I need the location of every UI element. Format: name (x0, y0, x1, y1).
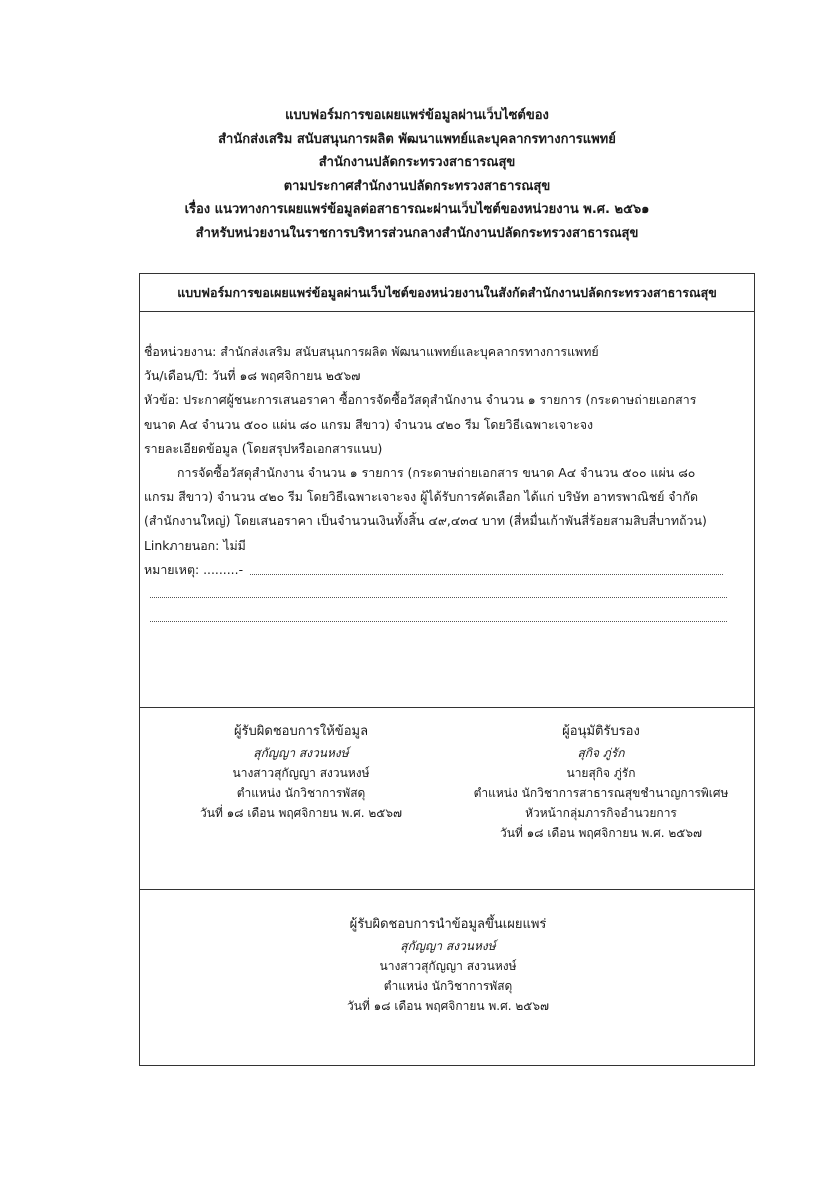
publisher-position: ตำแหน่ง นักวิชาการพัสดุ (383, 979, 513, 993)
provider-position: ตำแหน่ง นักวิชาการพัสดุ (236, 786, 366, 800)
details-line: (สำนักงานใหญ่) โดยเสนอราคา เป็นจำนวนเงินทั้งสิ้น ๔๙,๔๓๔ บาท (สี่หมื่นเก้าพันสี่ร้อยสามสิบสี่บาทถ้วน) (144, 513, 707, 529)
approver-name: นายสุกิจ ภู่รัก (566, 766, 636, 780)
agency-line: ชื่อหน่วยงาน: สำนักส่งเสริม สนับสนุนการผลิต พัฒนาแพทย์และบุคลากรทางการแพทย์ (144, 344, 599, 359)
remark-dotted-line (250, 574, 723, 575)
divider (140, 311, 754, 312)
details-line: แกรม สีขาว) จำนวน ๔๒๐ รีม โดยวิธีเฉพาะเจาะจง ผู้ได้รับการคัดเลือก ได้แก่ บริษัท อาทรพาณิชย์ จำกัด (144, 489, 699, 505)
publisher-title: ผู้รับผิดชอบการนำข้อมูลขึ้นเผยแพร่ (349, 917, 547, 932)
provider-date: วันที่ ๑๘ เดือน พฤศจิกายน พ.ศ. ๒๕๖๗ (200, 806, 402, 820)
publisher-name: นางสาวสุกัญญา สงวนหงษ์ (379, 959, 517, 973)
approver-signature: สุกิจ ภู่รัก (577, 746, 625, 760)
provider-signature-block (176, 721, 426, 823)
details-label: รายละเอียดข้อมูล (โดยสรุปหรือเอกสารแนบ) (144, 440, 383, 456)
form-title: แบบฟอร์มการขอเผยแพร่ข้อมูลผ่านเว็บไซต์ของหน่วยงานในสังกัดสำนักงานปลัดกระทรวงสาธารณสุข (177, 285, 717, 300)
header-line: สำนักส่งเสริม สนับสนุนการผลิต พัฒนาแพทย์และบุคลากรทางการแพทย์ (218, 131, 616, 147)
form-body (144, 340, 752, 582)
remark-dotted-line (150, 621, 727, 622)
approver-position: ตำแหน่ง นักวิชาการสาธารณสุขชำนาญการพิเศษ (473, 786, 729, 800)
subject-line: ขนาด A๔ จำนวน ๕๐๐ แผ่น ๘๐ แกรม สีขาว) จำนวน ๔๒๐ รีม โดยวิธีเฉพาะเจาะจง (144, 416, 594, 432)
publisher-signature: สุกัญญา สงวนหงษ์ (400, 939, 496, 953)
header-line: สำหรับหน่วยงานในราชการบริหารส่วนกลางสำนักงานปลัดกระทรวงสาธารณสุข (195, 225, 639, 241)
remark-line: หมายเหตุ: .........- (144, 561, 244, 577)
header-line: แบบฟอร์มการขอเผยแพร่ข้อมูลผ่านเว็บไซต์ของ (285, 108, 549, 123)
remark-dotted-line (150, 597, 727, 598)
header-line: สำนักงานปลัดกระทรวงสาธารณสุข (318, 155, 516, 171)
divider (140, 707, 754, 708)
provider-name: นางสาวสุกัญญา สงวนหงษ์ (232, 766, 370, 780)
subject-line: หัวข้อ: ประกาศผู้ชนะการเสนอราคา ซื้อการจัดซื้อวัสดุสำนักงาน จำนวน ๑ รายการ (กระดาษถ่ายเอกสาร (144, 392, 697, 408)
approver-signature-block (466, 721, 736, 843)
approver-position-2: หัวหน้ากลุ่มภารกิจอำนวยการ (525, 806, 677, 820)
document-header (0, 104, 834, 246)
header-line: เรื่อง แนวทางการเผยแพร่ข้อมูลต่อสาธารณะผ่านเว็บไซต์ของหน่วยงาน พ.ศ. ๒๕๖๑ (184, 202, 650, 218)
publisher-signature-block (298, 914, 598, 1016)
details-line: การจัดซื้อวัสดุสำนักงาน จำนวน ๑ รายการ (กระดาษถ่ายเอกสาร ขนาด A๔ จำนวน ๕๐๐ แผ่น ๘๐ (177, 465, 696, 481)
link-line: Linkภายนอก: ไม่มี (144, 537, 246, 553)
provider-signature: สุกัญญา สงวนหงษ์ (253, 746, 349, 760)
approver-date: วันที่ ๑๘ เดือน พฤศจิกายน พ.ศ. ๒๕๖๗ (500, 826, 702, 840)
header-line: ตามประกาศสำนักงานปลัดกระทรวงสาธารณสุข (283, 178, 551, 194)
provider-title: ผู้รับผิดชอบการให้ข้อมูล (233, 724, 369, 739)
date-line: วัน/เดือน/ปี: วันที่ ๑๘ พฤศจิกายน ๒๕๖๗ (144, 368, 361, 384)
divider (140, 889, 754, 890)
form-box (139, 273, 755, 1066)
divider (139, 311, 140, 709)
approver-title: ผู้อนุมัติรับรอง (562, 724, 640, 739)
publisher-date: วันที่ ๑๘ เดือน พฤศจิกายน พ.ศ. ๒๕๖๗ (347, 999, 549, 1013)
